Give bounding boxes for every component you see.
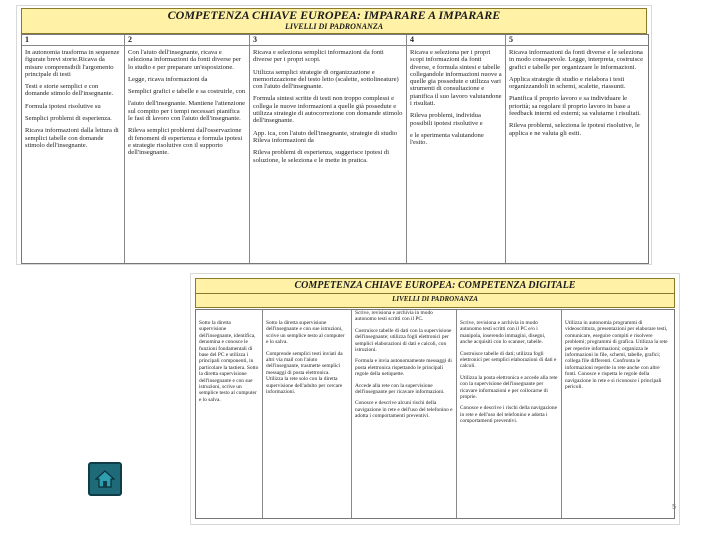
cell-text: In autonomia trasforma in sequenze figurate brevi storie.Ricava da misure comprensibili l'argomento principale di testi [25,49,120,78]
doc1-title: COMPETENZA CHIAVE EUROPEA: IMPARARE A IMPARARE [167,8,501,22]
home-icon [95,469,115,489]
doc2-levels-table [195,309,675,519]
doc2-title-banner [195,278,675,308]
cell-text: Formula sintesi scritte di testi non troppo complessi e collega le nuove informazioni a quelle già possedute e utilizza strategie di autocorrezione con domande stimolo dell'insegnante. [253,95,403,125]
level-number: 4 [407,35,505,46]
cell-text: Pianifica il proprio lavoro e sa individuare le priorità; sa regolare il proprio lavoro in base a feedback interni ed esterni; sa valutarne i risultati. [509,95,641,118]
doc1-levels-table [21,34,649,264]
doc2-page-marker: 5 [672,504,676,511]
doc2-title: COMPETENZA CHIAVE EUROPEA: COMPETENZA DIGITALE [294,280,576,291]
doc1-column-4 [407,35,506,263]
cell-text: Costruisce tabelle di dati; utilizza fogli elettronici per semplici elaborazioni di dati e calcoli. [460,350,557,370]
doc1-column-2 [125,35,250,263]
doc2-column-2 [263,310,352,518]
document-imparare-a-imparare [16,5,652,265]
cell-text: Legge, ricava informazioni da [128,75,208,83]
doc1-column-1 [22,35,125,263]
doc2-column-5 [562,310,672,518]
cell-text: Conosce e descrive alcuni rischi della navigazione in rete e dell'uso del telefonino e adotta i comportamenti preventivi. [355,400,453,420]
cell-text: App. ica, con l'aiuto dell'insegnante, strategie di studio Rileva informazioni da [253,129,398,144]
cell-text: Ricava informazioni dalla lettura di semplici tabelle con domande stimolo dell'insegnante. [25,127,119,149]
level-number: 1 [22,35,124,46]
cell-text: Rileva semplici problemi dall'osservazione di fenomeni di esperienza e formula ipotesi e strategie risolutive con il supporto dell'insegnante. [128,127,243,157]
doc1-subtitle: LIVELLI DI PADRONANZA [284,22,384,31]
cell-text: Sotto la diretta supervisione dell'insegnante e con sue istruzioni, scrive un semplice testo al computer e lo salva. [266,320,345,346]
doc1-column-3 [250,35,407,263]
level-number: 2 [125,35,249,46]
level-number: 5 [506,35,648,46]
doc2-column-4 [457,310,562,518]
doc2-column-3 [352,310,457,518]
cell-text: Scrive, revisiona e archivia in modo autonomo testi scritti con il PC. [355,310,433,323]
doc1-column-5 [506,35,648,263]
cell-text: Costruisce tabelle di dati con la supervisione dell'insegnante; utilizza fogli elettronici per semplici elaborazioni di dati e calcoli, con istruzioni. [355,327,452,354]
cell-text: Sotto la diretta supervisione dell'insegnante, identifica, denomina e conosce le funzioni fondamentali di base del PC e utilizza i principali componenti, in particolare la tastiera. Sotto la diretta supervisione dell'insegnante e con sue istruzioni, scrive un semplice testo al computer e lo salva. [199,320,259,403]
cell-text: Utilizza in autonomia programmi di videoscrittura, presentazioni per elaborare testi, comunicare, eseguire compiti e risolvere problemi; programmi di grafica. Utilizza la rete per reperire informazioni; organizza le informazioni in file, schemi, tabelle, grafici; collega file differenti. Confronta le informazioni reperite in rete anche con altre fonti. Conosce e rispetta le regole della navigazione in rete e si riconosce i principali pericoli. [565,320,668,391]
home-button[interactable] [88,462,122,496]
cell-text: Rileva problemi, individua possibili ipotesi risolutive e [410,112,483,127]
cell-text: l'aiuto dell'insegnante. Mantiene l'attenzione sul compito per i tempi necessari pianifica le fasi di lavoro con l'aiuto dell'insegnante. [128,100,246,123]
doc1-title-banner [21,8,647,34]
level-number: 3 [250,35,406,46]
cell-text: Semplici grafici e tabelle e sa costruirle, con [128,88,246,96]
cell-text: Comprende semplici testi inviati da altri via mail con l'aiuto dell'insegnante, trasmette semplici messaggi di posta elettronica. Utilizza la rete solo con la diretta supervisione dell'adulto per cercare informazioni. [266,350,343,396]
cell-text: Ricava e seleziona per i propri scopi informazioni da fonti diverse, e formula sintesi e tabelle collegandole informazioni nuove a quelle gia possedute e utilizza vari strumenti di consultazione e pianifica il suo lavoro valutandone i risultati. [410,49,502,108]
cell-text: Ricava e seleziona semplici informazioni da fonti diverse per i propri scopi. [253,49,384,64]
cell-text: Utilizza semplici strategie di organizzazione e memorizzazione del testo letto (scalette, sottolineature) con l'aiuto dell'insegnante. [253,68,399,91]
cell-text: e le sperimenta valutandone l'esito. [410,131,484,147]
cell-text: Rileva problemi di esperienza, suggerisce ipotesi di soluzione, le seleziona e le mette in pratica. [253,149,390,164]
cell-text: Testi e storie semplici e con domande stimolo dell'insegnante. [25,83,114,98]
cell-text: Applica strategie di studio e rielabora i testi organizzandoli in schemi, scalette, riassunti. [509,75,626,91]
cell-text: Formula e invia autonomamente messaggi di posta elettronica rispettando le principali regole della netiquette. [355,358,452,378]
doc2-column-1 [196,310,263,518]
document-competenza-digitale [190,273,680,525]
cell-text: Utilizza la posta elettronica e accede alla rete con la supervisione dell'insegnante per ricavare informazioni e per collocarne di proprie. [460,374,558,401]
cell-text: Con l'aiuto dell'insegnante, ricava e seleziona informazioni da fonti diverse per lo studio e per preparare un'esposizione. [128,49,241,71]
cell-text: Rileva problemi, seleziona le ipotesi risolutive, le applica e ne valuta gli esiti. [509,122,640,137]
cell-text: Accede alla rete con la supervisione dell'insegnante per ricavare informazioni. [355,382,445,396]
cell-text: Scrive, revisiona e archivia in modo autonomo testi scritti con il PC e/o i manipola, inserendo immagini, disegni, anche acquisiti con lo scanner, tabelle. [460,320,546,346]
cell-text: Semplici problemi di esperienza. [25,115,112,123]
doc2-subtitle: LIVELLI DI PADRONANZA [196,293,674,305]
cell-text: Ricava informazioni da fonti diverse e le seleziona in modo consapevole. Legge, interpreta, costruisce grafici e tabelle per organizzare le informazioni. [509,49,644,71]
cell-text: Conosce e descrive i rischi della navigazione in rete e dell'uso del telefonino e adotta i comportamenti preventivi. [460,405,557,425]
cell-text: Formula ipotesi risolutive su [25,102,101,110]
